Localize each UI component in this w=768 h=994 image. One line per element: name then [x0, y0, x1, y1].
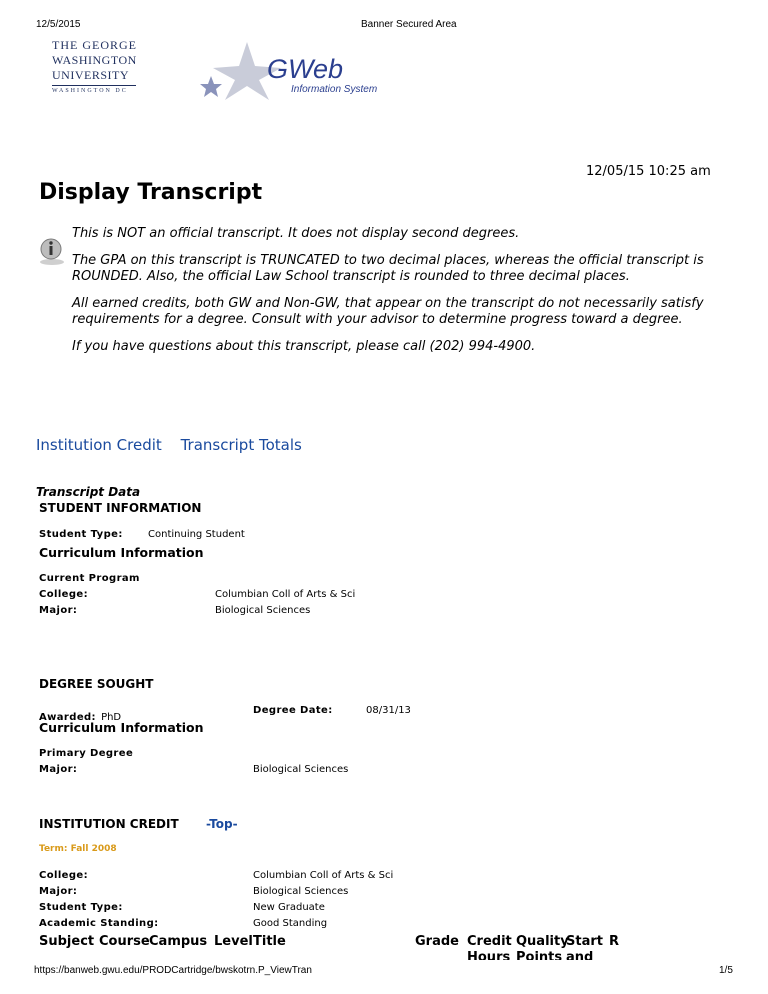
college-label: College:	[39, 589, 88, 600]
note: This is NOT an official transcript. It does not display second degrees.	[72, 226, 520, 241]
gwu-logo-line: THE GEORGE	[52, 38, 137, 52]
col-r: R	[609, 934, 620, 949]
awarded-label: Awarded:	[39, 712, 96, 723]
timestamp: 12/05/15 10:25 am	[586, 164, 711, 179]
col-level: Level	[214, 934, 253, 949]
ic-college-value: Columbian Coll of Arts & Sci	[253, 870, 394, 881]
current-program-label: Current Program	[39, 573, 140, 584]
gwu-logo-line: UNIVERSITY	[52, 68, 129, 82]
col-grade: Grade	[415, 934, 459, 949]
info-icon	[38, 238, 68, 266]
gweb-logo	[195, 40, 405, 104]
transcript-nav	[36, 436, 316, 454]
note: If you have questions about this transcript, please call (202) 994-4900.	[72, 338, 536, 354]
page-title: Display Transcript	[39, 180, 263, 205]
transcript-notes	[72, 226, 722, 365]
gwu-logo-line: WASHINGTON	[52, 53, 137, 67]
col-start: Start	[566, 934, 603, 949]
col-credit: Credit	[467, 934, 512, 949]
student-type-label: Student Type:	[39, 529, 123, 540]
col-quality-line2: Points	[516, 950, 563, 960]
student-info-heading: STUDENT INFORMATION	[39, 501, 202, 515]
print-title: Banner Secured Area	[361, 19, 457, 30]
degree-date-label: Degree Date:	[253, 705, 333, 716]
institution-credit-heading: INSTITUTION CREDIT	[39, 817, 179, 831]
primary-degree-label: Primary Degree	[39, 748, 134, 759]
col-course: Course	[99, 934, 150, 949]
degree-major-label: Major:	[39, 764, 78, 775]
degree-heading: DEGREE SOUGHT	[39, 677, 154, 691]
ic-major-label: Major:	[39, 886, 78, 897]
major-value: Biological Sciences	[215, 605, 311, 616]
note: The GPA on this transcript is TRUNCATED to two decimal places, whereas the official transcript is ROUNDED. Also, the official Law School transcript is rounded to three decimal places.	[72, 252, 704, 284]
ic-college-label: College:	[39, 870, 88, 881]
ic-major-value: Biological Sciences	[253, 886, 349, 897]
gwu-logo-line: WASHINGTON DC	[52, 85, 136, 94]
col-start-line2: and	[566, 950, 594, 960]
note: All earned credits, both GW and Non-GW, that appear on the transcript do not necessarily satisfy requirements for a degree. Consult with your advisor to determine progress toward a degree.	[72, 295, 704, 327]
ic-standing-value: Good Standing	[253, 918, 328, 929]
print-date: 12/5/2015	[36, 19, 81, 30]
col-campus: Campus	[149, 934, 208, 949]
ic-standing-label: Academic Standing:	[39, 918, 159, 929]
student-type-value: Continuing Student	[148, 529, 245, 540]
col-quality: Quality	[516, 934, 569, 949]
awarded-value: PhD	[101, 712, 122, 723]
print-url: https://banweb.gwu.edu/PRODCartridge/bwskotrn.P_ViewTran	[34, 965, 312, 976]
gwu-logo	[52, 38, 136, 100]
college-value: Columbian Coll of Arts & Sci	[215, 589, 356, 600]
major-label: Major:	[39, 605, 78, 616]
degree-date-value: 08/31/13	[366, 705, 411, 716]
transcript-totals-link[interactable]: Transcript Totals	[180, 436, 302, 454]
print-page-number: 1/5	[719, 965, 733, 976]
col-subject: Subject	[39, 934, 95, 949]
ic-student-type-label: Student Type:	[39, 902, 123, 913]
degree-major-value: Biological Sciences	[253, 764, 349, 775]
institution-credit-link[interactable]: Institution Credit	[36, 436, 162, 454]
col-title: Title	[253, 934, 286, 949]
transcript-data-label: Transcript Data	[36, 485, 141, 499]
curriculum-heading: Curriculum Information	[39, 545, 204, 560]
gweb-subtitle: Information System	[291, 84, 378, 95]
degree-curriculum-heading: Curriculum Information	[39, 720, 204, 735]
gweb-name: GWeb	[267, 54, 344, 84]
col-credit-line2: Hours	[467, 950, 511, 960]
ic-student-type-value: New Graduate	[253, 902, 325, 913]
top-link[interactable]: -Top-	[206, 817, 238, 831]
term-label: Term: Fall 2008	[39, 844, 117, 854]
course-table-header	[0, 932, 768, 960]
